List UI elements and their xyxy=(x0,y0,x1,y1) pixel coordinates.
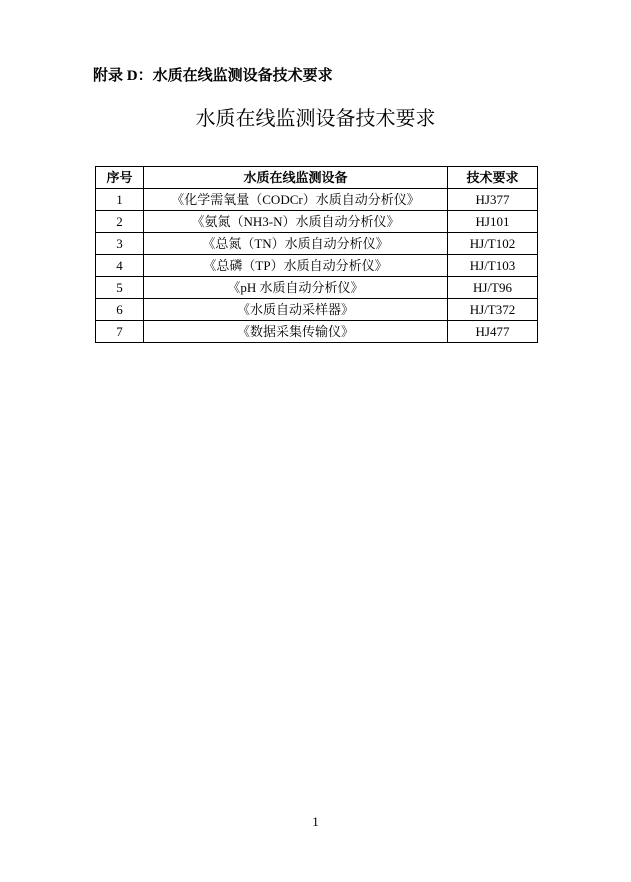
header-cell-requirement: 技术要求 xyxy=(448,167,538,189)
cell-requirement: HJ477 xyxy=(448,321,538,343)
cell-requirement: HJ377 xyxy=(448,189,538,211)
cell-index: 4 xyxy=(96,255,144,277)
cell-requirement: HJ/T103 xyxy=(448,255,538,277)
cell-equipment: 《水质自动采样器》 xyxy=(144,299,448,321)
table-row xyxy=(96,211,538,233)
table-row xyxy=(96,277,538,299)
cell-equipment: 《氨氮（NH3-N）水质自动分析仪》 xyxy=(144,211,448,233)
page-title: 水质在线监测设备技术要求 xyxy=(195,108,436,130)
equipment-requirements-table xyxy=(95,166,538,343)
cell-equipment: 《总氮（TN）水质自动分析仪》 xyxy=(144,233,448,255)
cell-requirement: HJ101 xyxy=(448,211,538,233)
cell-index: 3 xyxy=(96,233,144,255)
cell-requirement: HJ/T102 xyxy=(448,233,538,255)
table-row xyxy=(96,189,538,211)
cell-equipment: 《pH 水质自动分析仪》 xyxy=(144,277,448,299)
cell-equipment: 《化学需氧量（CODCr）水质自动分析仪》 xyxy=(144,189,448,211)
cell-index: 5 xyxy=(96,277,144,299)
table-row xyxy=(96,233,538,255)
header-cell-index: 序号 xyxy=(96,167,144,189)
cell-equipment: 《数据采集传输仪》 xyxy=(144,321,448,343)
appendix-heading: 附录 D：水质在线监测设备技术要求 xyxy=(93,68,333,84)
table-row xyxy=(96,255,538,277)
page-number: 1 xyxy=(312,814,319,829)
table-header-row xyxy=(96,167,538,189)
cell-index: 7 xyxy=(96,321,144,343)
cell-requirement: HJ/T96 xyxy=(448,277,538,299)
cell-index: 1 xyxy=(96,189,144,211)
cell-equipment: 《总磷（TP）水质自动分析仪》 xyxy=(144,255,448,277)
header-cell-equipment: 水质在线监测设备 xyxy=(144,167,448,189)
cell-requirement: HJ/T372 xyxy=(448,299,538,321)
cell-index: 6 xyxy=(96,299,144,321)
table-row xyxy=(96,321,538,343)
cell-index: 2 xyxy=(96,211,144,233)
table-row xyxy=(96,299,538,321)
